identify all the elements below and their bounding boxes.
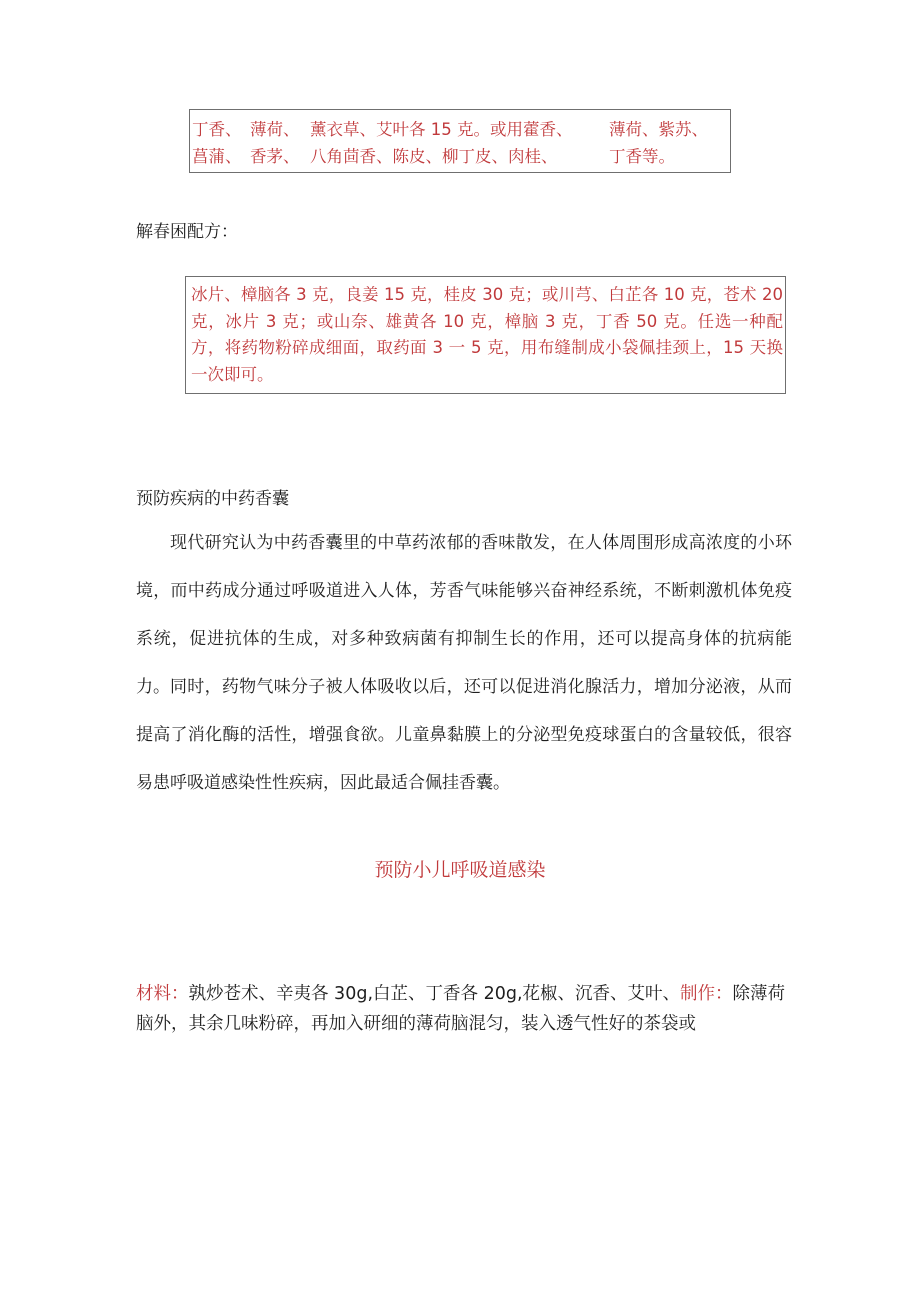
herb-item: 薰衣草、艾叶各 15 克。或用藿香、: [310, 120, 573, 139]
herb-list-line-2: [192, 143, 730, 170]
material-text: 孰炒苍术、辛夷各 30g,白芷、丁香各 20g,花椒、沉香、艾叶、: [188, 984, 681, 1004]
disease-prevention-heading: 预防疾病的中药香囊: [136, 489, 289, 509]
herb-item: 薄荷、紫苏、: [609, 120, 708, 139]
herb-list-box: [189, 109, 731, 173]
material-label: 材料：: [136, 984, 189, 1004]
herb-item: 八角茴香、陈皮、柳丁皮、肉桂、: [310, 147, 558, 166]
herb-item: 丁香、: [192, 120, 242, 139]
herb-item: 丁香等。: [609, 147, 675, 166]
spring-fatigue-heading: 解春困配方：: [136, 222, 238, 242]
material-paragraph: [136, 979, 788, 1039]
herb-item: 香茅、: [250, 147, 300, 166]
paragraph-research: 现代研究认为中药香囊里的中草药浓郁的香味散发，在人体周围形成高浓度的小环境，而中药成分通过呼吸道进入人体，芳香气味能够兴奋神经系统，不断刺激机体免疫系统，促进抗体的生成，对多种致病菌有抑制生长的作用，还可以提高身体的抗病能力。: [136, 533, 792, 697]
section-title: 预防小儿呼吸道感染: [374, 859, 546, 881]
herb-item: 薄荷、: [250, 120, 300, 139]
herb-list-line-1: [192, 116, 730, 143]
spring-fatigue-formula-box: 冰片、樟脑各 3 克，良姜 15 克，桂皮 30 克；或川芎、白芷各 10 克，苍术 20 克，冰片 3 克；或山奈、雄黄各 10 克，樟脑 3 克，丁香 50 克。任选一种配方，将药物粉碎成细面，取药面 3 一 5 克，用布缝制成小袋佩挂颈上，15 天换一次即可。: [185, 276, 786, 394]
paragraph-digestion: 同时，药物气味分子被人体吸收以后，还可以促进消化腺活力，增加分泌液，从而提高了消化酶的活性，增强食欲。儿童鼻黏膜上的分泌型免疫球蛋白的含量较低，很容易患呼吸道感染性性疾病，因此最适合佩挂香囊。: [136, 677, 792, 793]
method-label: 制作：: [680, 984, 733, 1004]
method-text: 除薄荷脑外，其余几味粉碎，再加入研细的薄荷脑混匀，装入透气性好的茶袋或: [136, 984, 786, 1034]
herb-item: 菖蒲、: [192, 147, 242, 166]
